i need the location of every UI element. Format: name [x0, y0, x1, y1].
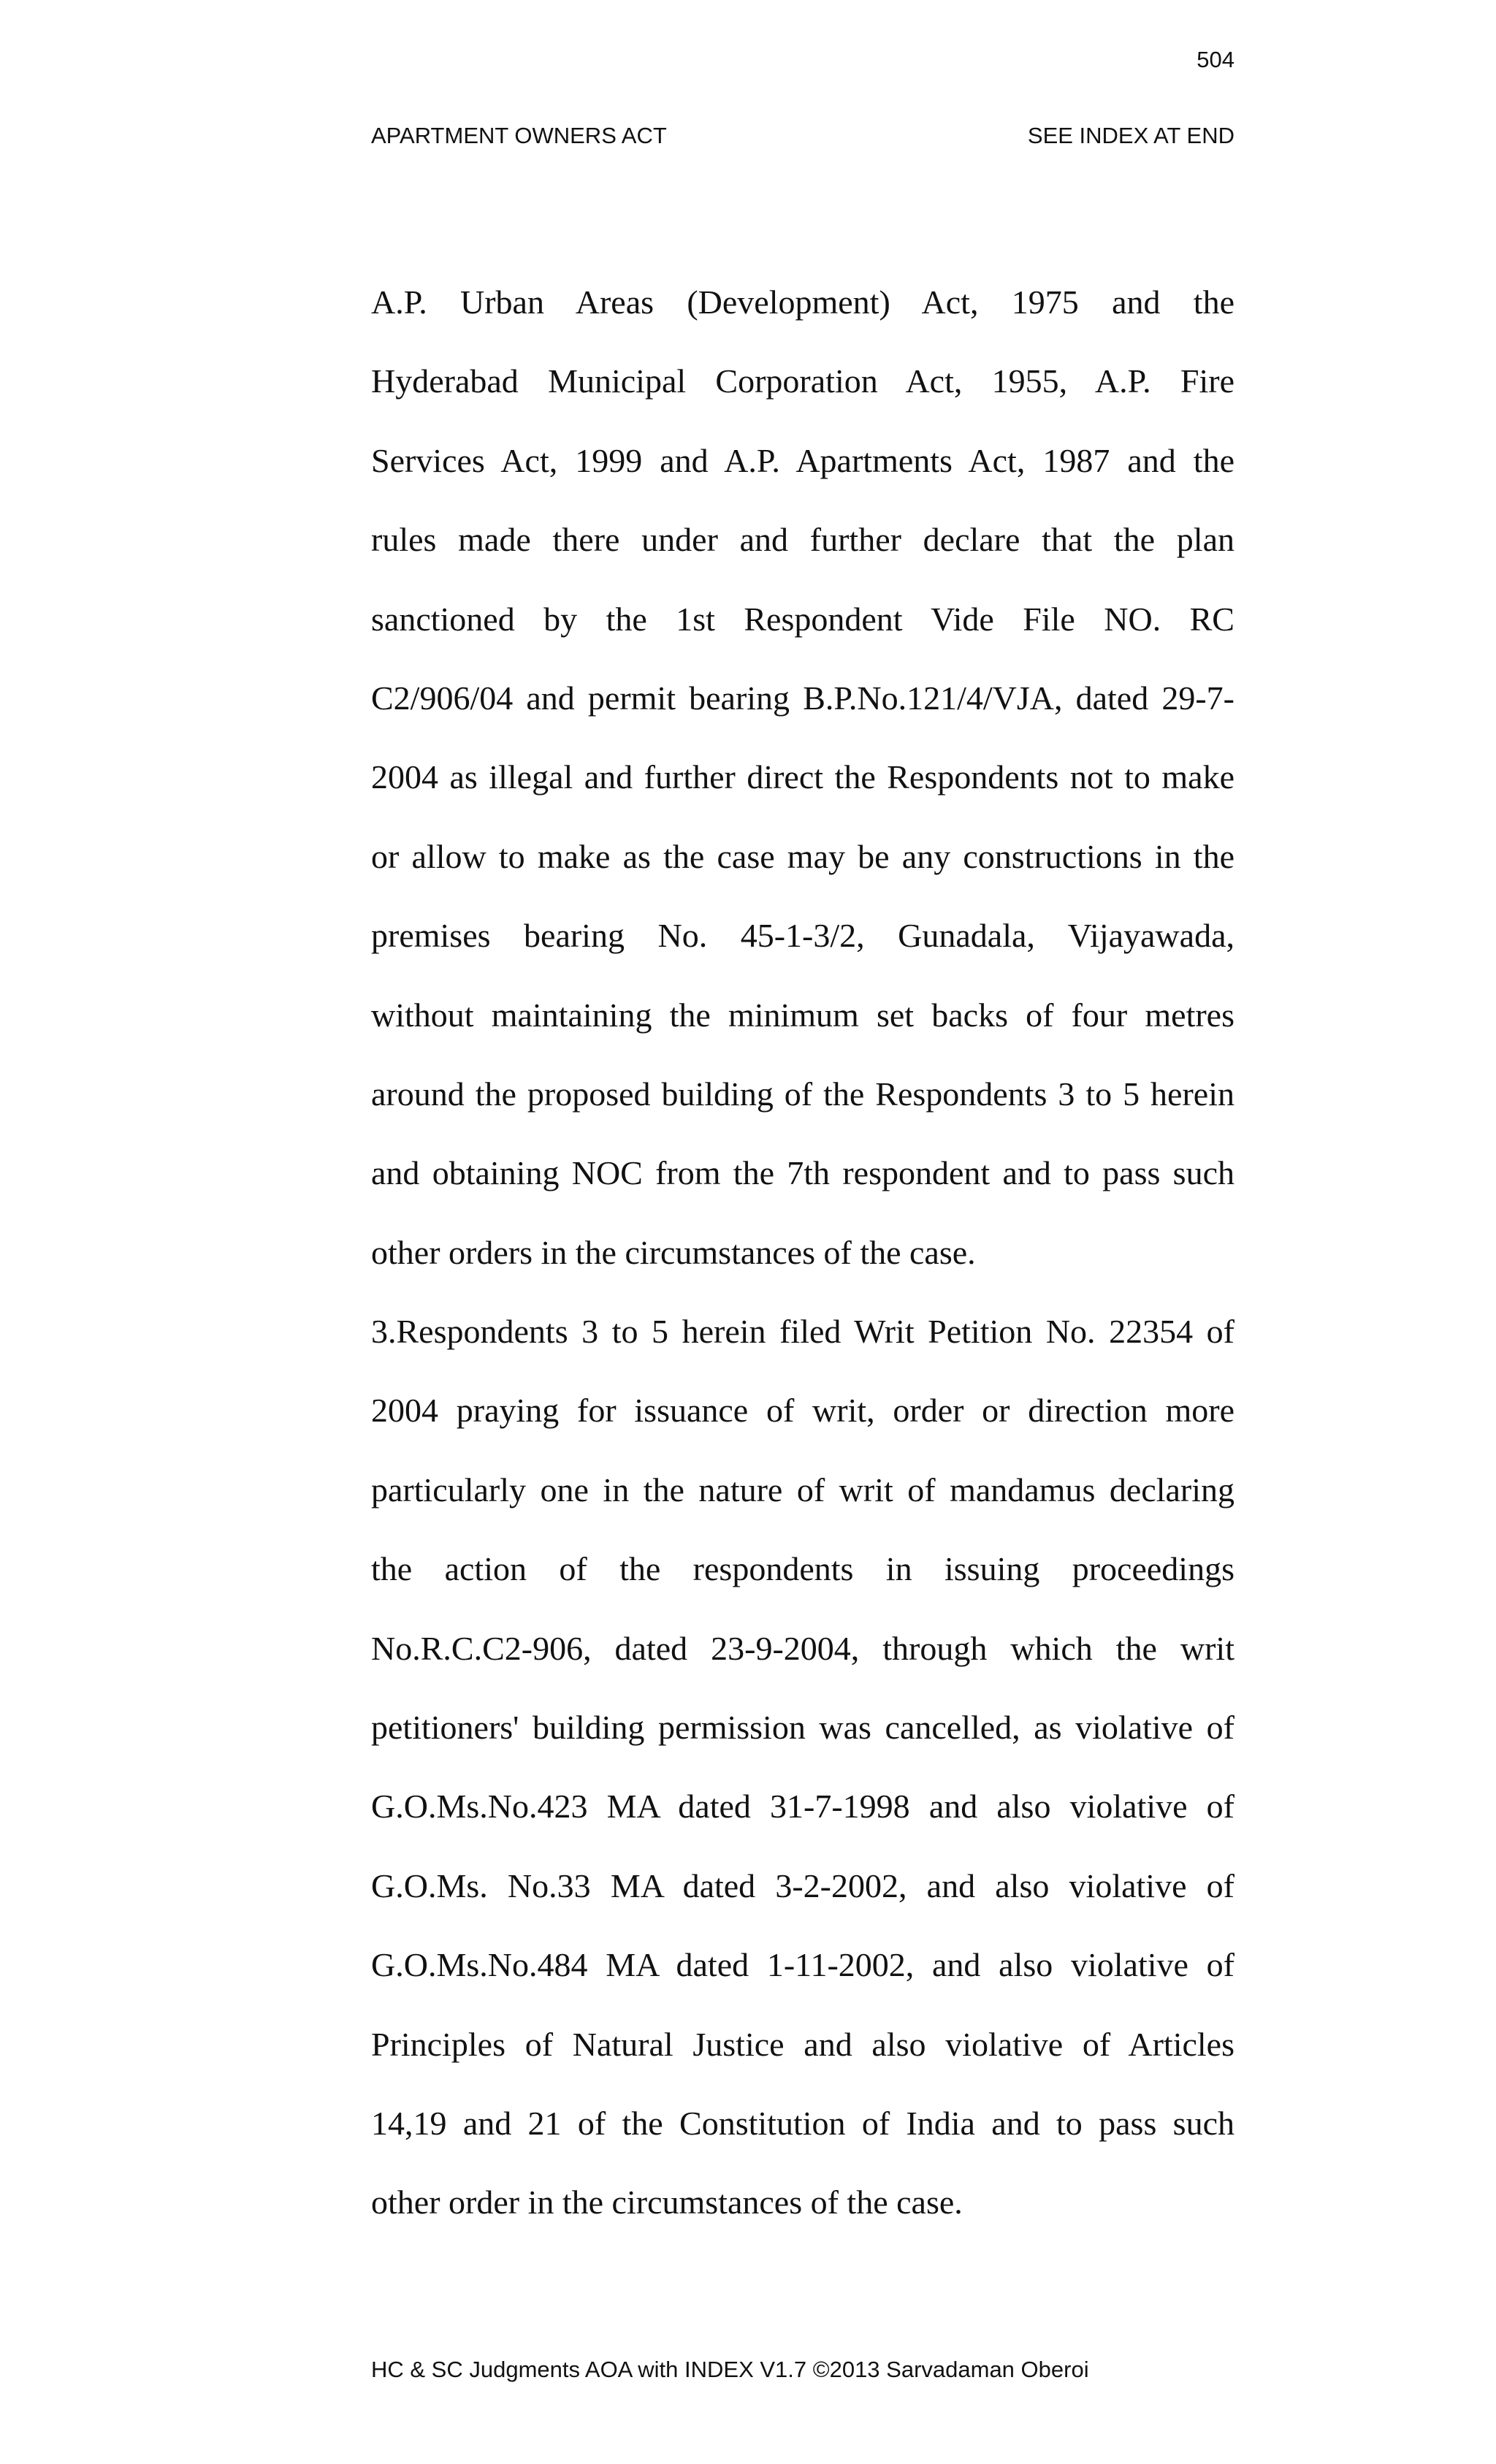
body-line: 2004 praying for issuance of writ, order or direction more [371, 1392, 1234, 1430]
body-line: without maintaining the minimum set backs of four metres [371, 996, 1234, 1034]
body-line: premises bearing No. 45-1-3/2, Gunadala, Vijayawada, [371, 917, 1234, 955]
body-line: No.R.C.C2-906, dated 23-9-2004, through which the writ [371, 1629, 1234, 1667]
running-header-index-note: SEE INDEX AT END [1027, 123, 1234, 148]
body-line: G.O.Ms. No.33 MA dated 3-2-2002, and also violative of [371, 1866, 1234, 1904]
body-line: G.O.Ms.No.423 MA dated 31-7-1998 and also violative of [371, 1788, 1234, 1826]
judgment-body-text [371, 263, 1234, 2243]
body-line: Services Act, 1999 and A.P. Apartments Act, 1987 and the [371, 441, 1234, 479]
body-line: C2/906/04 and permit bearing B.P.No.121/4/VJA, dated 29-7- [371, 679, 1234, 717]
body-line: the action of the respondents in issuing proceedings [371, 1550, 1234, 1588]
body-line: A.P. Urban Areas (Development) Act, 1975 and the [371, 283, 1234, 321]
body-line: Principles of Natural Justice and also violative of Articles [371, 2025, 1234, 2063]
body-line: particularly one in the nature of writ of mandamus declaring [371, 1471, 1234, 1508]
body-line: or allow to make as the case may be any constructions in the [371, 837, 1234, 875]
running-header-title: APARTMENT OWNERS ACT [371, 123, 667, 148]
body-line: rules made there under and further declare that the plan [371, 521, 1234, 559]
paragraph-start-line: 3.Respondents 3 to 5 herein filed Writ Petition No. 22354 of [371, 1313, 1234, 1351]
body-line: 14,19 and 21 of the Constitution of India and to pass such [371, 2104, 1234, 2142]
body-line: G.O.Ms.No.484 MA dated 1-11-2002, and also violative of [371, 1946, 1234, 1984]
body-line: and obtaining NOC from the 7th respondent and to pass such [371, 1154, 1234, 1192]
page-number: 504 [1197, 47, 1234, 72]
body-line: sanctioned by the 1st Respondent Vide File NO. RC [371, 600, 1234, 638]
body-line: petitioners' building permission was cancelled, as violative of [371, 1709, 1234, 1747]
paragraph-end-line: other order in the circumstances of the case. [371, 2183, 963, 2221]
body-line: around the proposed building of the Respondents 3 to 5 herein [371, 1075, 1234, 1113]
page-footer: HC & SC Judgments AOA with INDEX V1.7 ©2013 Sarvadaman Oberoi [371, 2357, 1089, 2382]
body-line: Hyderabad Municipal Corporation Act, 1955, A.P. Fire [371, 362, 1234, 400]
paragraph-end-line: other orders in the circumstances of the case. [371, 1233, 976, 1271]
body-line: 2004 as illegal and further direct the Respondents not to make [371, 758, 1234, 796]
